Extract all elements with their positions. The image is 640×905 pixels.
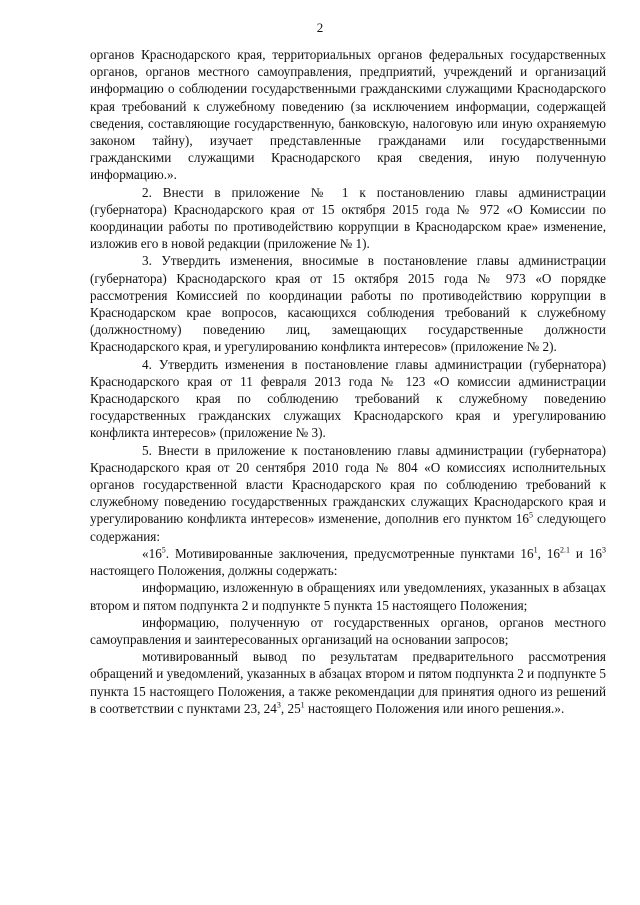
text-run: органов Краснодарского края, территориальных органов федеральных государственных органов, органов местного самоуправления, предприятий, учреждений и организаций информацию о соблюдении государственными гражданскими служащими Краснодарского края требований к служебному поведению (за исключением информации, содержащей сведения, составляющие государственную, банковскую, налоговую или иную охраняемую законом тайну), изучает представленные гражданами или государственными гражданскими служащими Краснодарского края сведения, иную полученную информацию.».	[90, 47, 606, 183]
document-body	[90, 46, 606, 717]
paragraph-item-5	[90, 442, 606, 545]
text-run: информацию, полученную от государственных органов, органов местного самоуправления и заинтересованных организаций на основании запросов;	[90, 614, 606, 647]
text-run: 5. Внести в приложение к постановлению главы администрации (губернатора) Краснодарского края от 20 сентября 2010 года № 804 «О комиссиях исполнительных органов государственной власти Краснодарского края по соблюдению требований к служебному поведению государственных гражданских служащих Краснодарского края и урегулированию конфликта интересов» изменение, дополнив его пунктом 16	[90, 442, 606, 527]
text-run: 4. Утвердить изменения в постановление главы администрации (губернатора) Краснодарского края от 11 февраля 2013 года № 123 «О комиссии администрации Краснодарского края по соблюдению требований к служебному поведению государственных гражданских служащих Краснодарского края и урегулированию конфликта интересов» (приложение № 3).	[90, 356, 606, 441]
paragraph-item-3	[90, 252, 606, 355]
superscript: 5	[528, 511, 533, 521]
clause-bullet-information-appeals	[90, 579, 606, 613]
clause-bullet-information-agencies	[90, 614, 606, 648]
paragraph-item-2	[90, 184, 606, 253]
text-run: настоящего Положения или иного решения.».	[304, 700, 565, 716]
text-run: 2. Внести в приложение № 1 к постановлению главы администрации (губернатора) Краснодарского края от 15 октября 2015 года № 972 «О Комиссии по координации работы по противодействию коррупции в Краснодарском крае» изменение, изложив его в новой редакции (приложение № 1).	[90, 184, 606, 252]
superscript: 3	[602, 545, 607, 555]
page-number: 2	[316, 20, 324, 35]
superscript: 1	[300, 700, 305, 710]
text-run: . Мотивированные заключения, предусмотренные пунктами 16	[165, 545, 534, 561]
quoted-clause-16-5	[90, 545, 606, 579]
text-run: информацию, изложенную в обращениях или уведомлениях, указанных в абзацах втором и пятом подпункта 2 и подпункте 5 пункта 15 настоящего Положения;	[90, 580, 606, 613]
text-run: мотивированный вывод по результатам предварительного рассмотрения обращений и уведомлений, указанных в абзацах втором и пятом подпункта 2 и подпункте 5 пункта 15 настоящего Положения, а также рекомендации для принятия одного из решений в соответствии с пунктами 23, 24	[90, 649, 606, 716]
text-run: следующего содержания:	[90, 511, 606, 544]
superscript: 3	[276, 700, 281, 710]
superscript: 2.1	[559, 545, 570, 555]
text-run: , 16	[537, 545, 560, 561]
text-run: и 16	[569, 545, 603, 561]
text-run: , 25	[280, 700, 301, 716]
paragraph-continuation	[90, 46, 606, 184]
superscript: 1	[533, 545, 538, 555]
text-run: «16	[142, 545, 162, 561]
text-run: 3. Утвердить изменения, вносимые в постановление главы администрации (губернатора) Краснодарского края от 15 октября 2015 года № 973 «О порядке рассмотрения Комиссией по координации работы по противодействию коррупции в Краснодарском крае вопросов, касающихся соблюдения требований к служебному (должностному) поведению лиц, замещающих государственные должности Краснодарского края, и урегулированию конфликта интересов» (приложение № 2).	[90, 253, 606, 355]
clause-bullet-reasoned-conclusion	[90, 648, 606, 717]
text-run: настоящего Положения, должны содержать:	[90, 563, 338, 579]
superscript: 5	[161, 545, 166, 555]
paragraph-item-4	[90, 356, 606, 442]
